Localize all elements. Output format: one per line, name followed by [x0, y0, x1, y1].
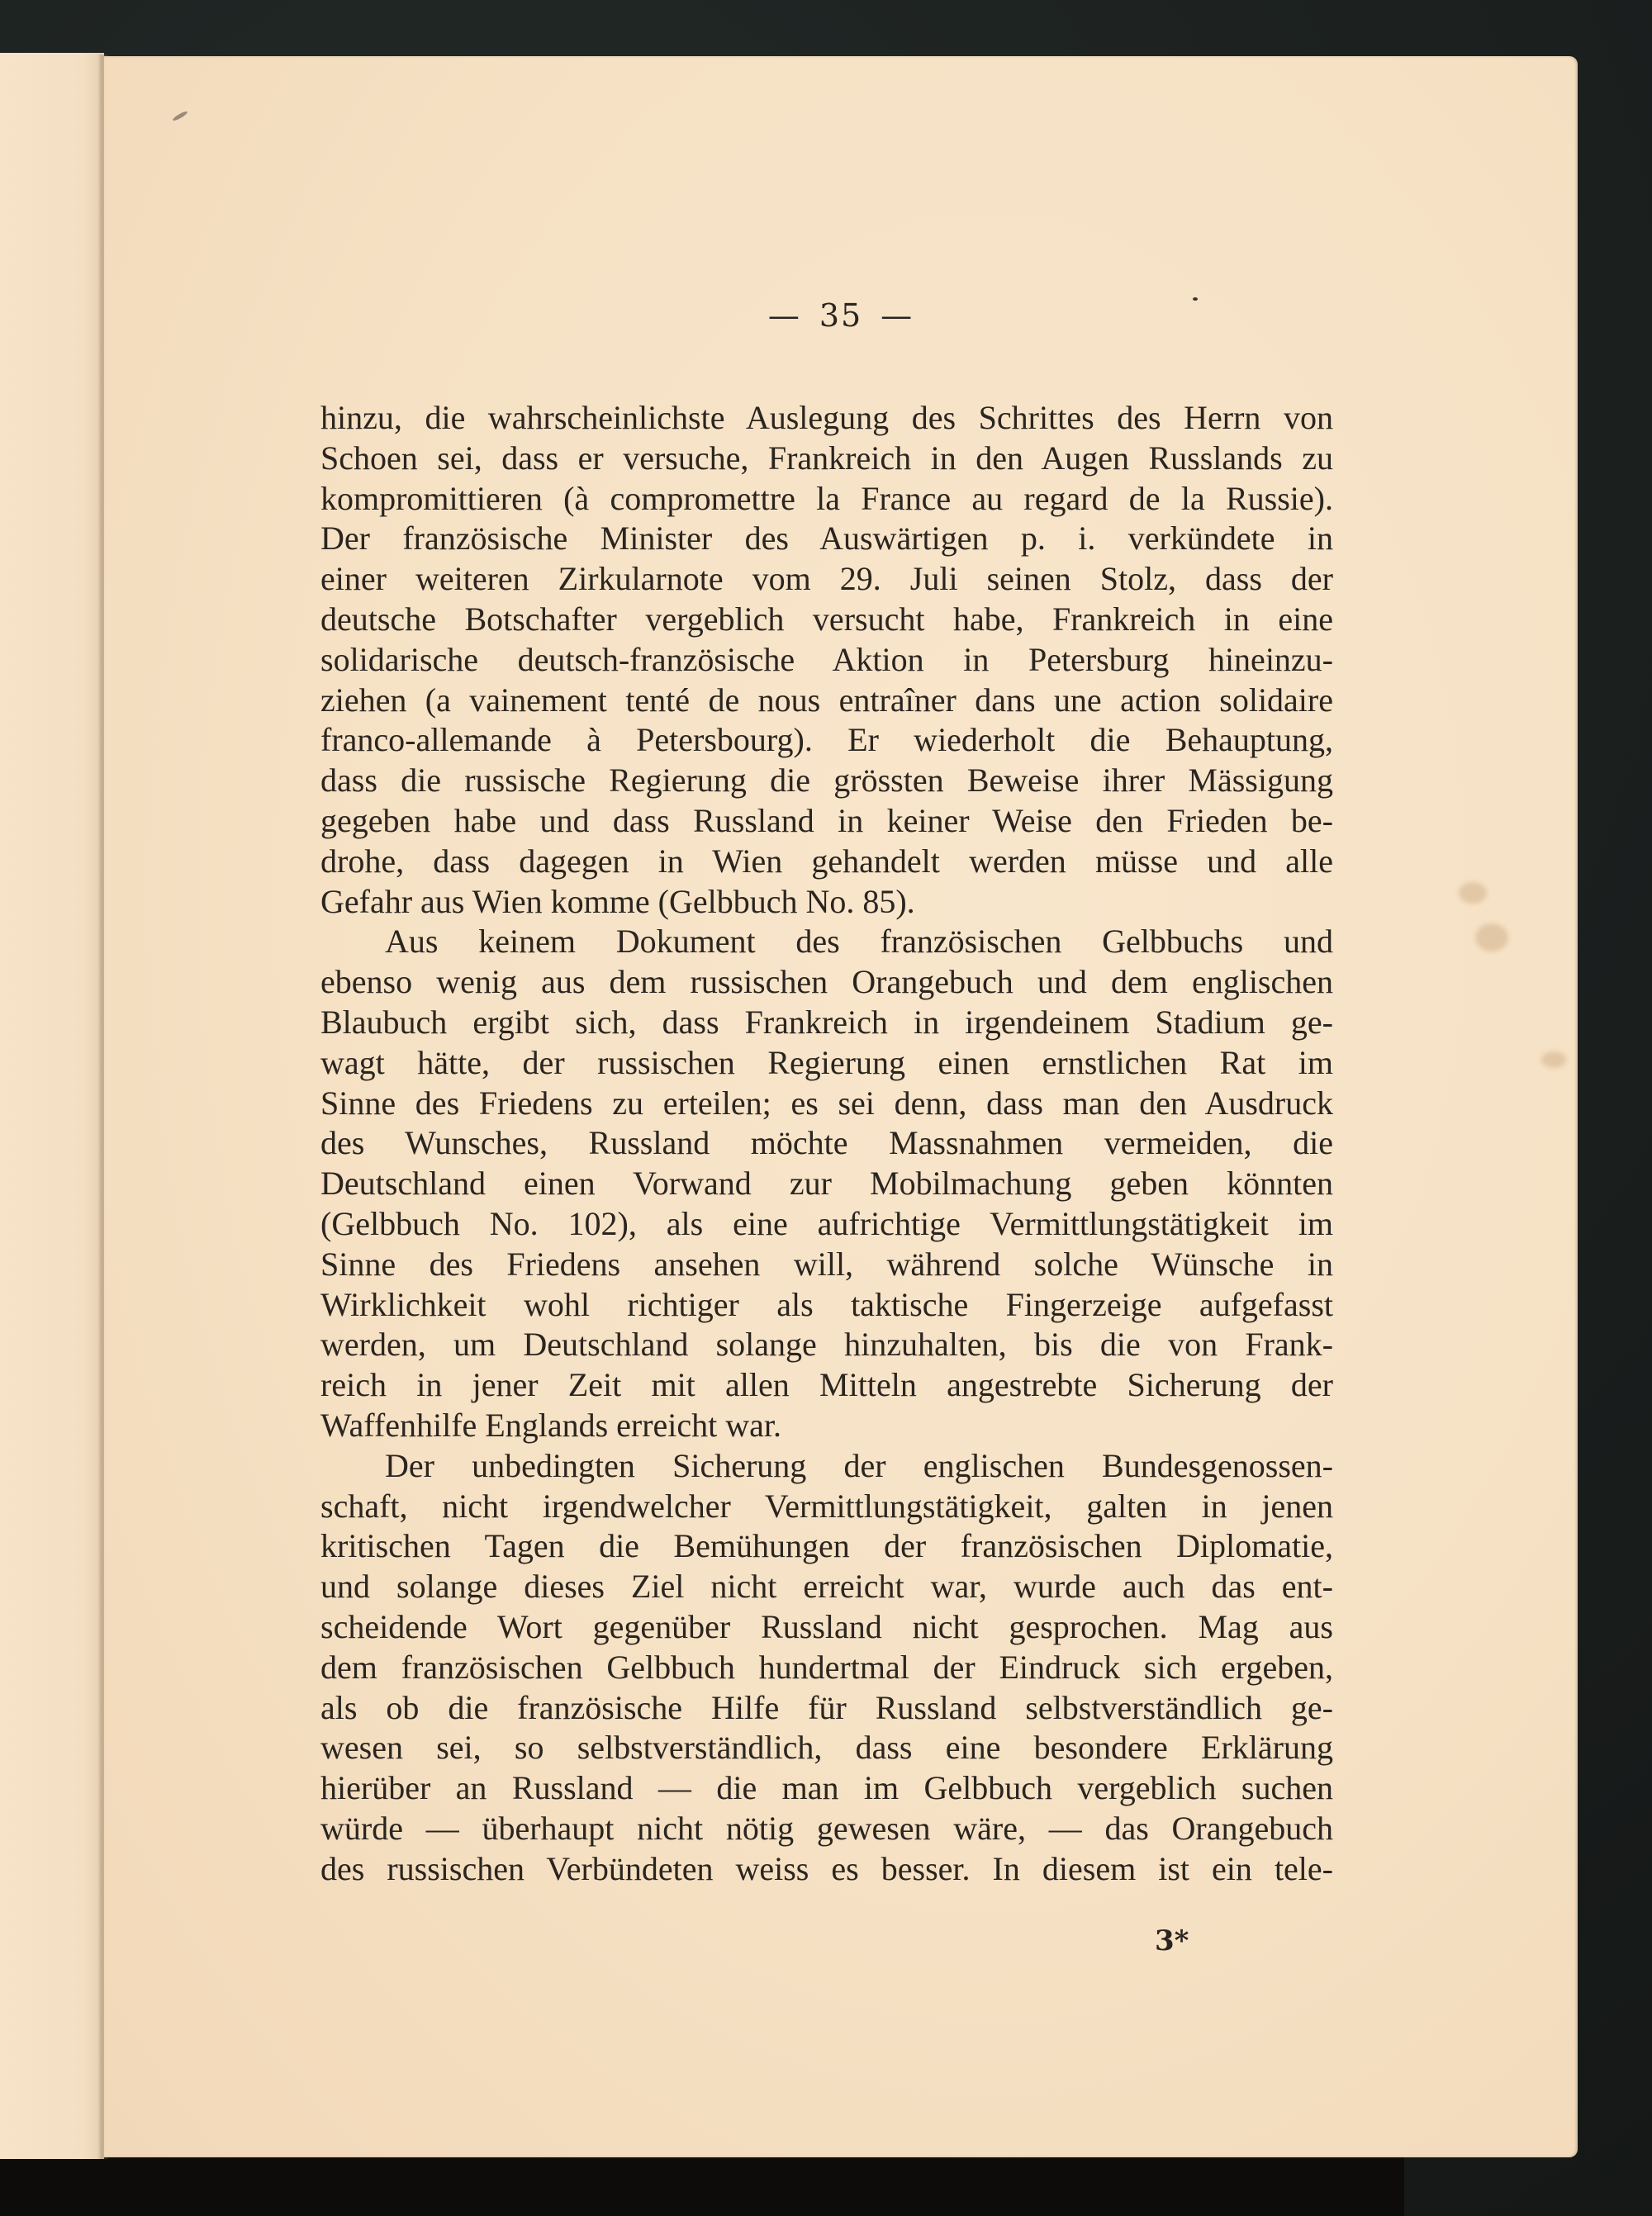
page-number-dash-right: — [881, 297, 914, 334]
text-line: wagt hätte, der russischen Regierung einen ernstlichen Rat im [320, 1043, 1333, 1081]
text-line: franco-allemande à Petersbourg). Er wiederholt die Behauptung, [320, 721, 1333, 759]
text-line: des Wunsches, Russland möchte Massnahmen vermeiden, die [320, 1124, 1333, 1162]
paper-stain [1541, 1051, 1566, 1068]
text-line: einer weiteren Zirkularnote vom 29. Juli seinen Stolz, dass der [320, 560, 1333, 598]
text-line: reich in jener Zeit mit allen Mitteln angestrebte Sicherung der [320, 1366, 1333, 1404]
paper-stain [1475, 923, 1508, 951]
text-line: Wirklichkeit wohl richtiger als taktische Fingerzeige aufgefasst [320, 1285, 1333, 1323]
page-number-value: 35 [819, 297, 863, 334]
text-line: und solange dieses Ziel nicht erreicht war, wurde auch das ent- [320, 1568, 1333, 1606]
text-line: Gefahr aus Wien komme (Gelbbuch No. 85). [320, 882, 915, 920]
text-line: werden, um Deutschland solange hinzuhalten, bis die von Frank- [320, 1326, 1333, 1364]
text-line: deutsche Botschafter vergeblich versucht habe, Frankreich in eine [320, 600, 1333, 638]
text-line: hinzu, die wahrscheinlichste Auslegung des Schrittes des Herrn von [320, 399, 1333, 436]
page-number [104, 297, 1578, 334]
text-line: ebenso wenig aus dem russischen Orangebuch und dem englischen [320, 963, 1333, 1001]
body-text [320, 398, 1333, 1889]
paper-stain [1459, 882, 1487, 904]
text-line: drohe, dass dagegen in Wien gehandelt werden müsse und alle [320, 842, 1333, 880]
text-line: würde — überhaupt nicht nötig gewesen wäre, — das Orangebuch [320, 1809, 1333, 1847]
text-line: kompromittieren (à compromettre la France au regard de la Russie). [320, 479, 1333, 517]
paper-speck [172, 110, 188, 121]
text-line: kritischen Tagen die Bemühungen der französischen Diplomatie, [320, 1527, 1333, 1565]
signature-mark: 3* [1155, 1924, 1189, 1957]
text-line: Schoen sei, dass er versuche, Frankreich in den Augen Russlands zu [320, 439, 1333, 477]
text-line: dass die russische Regierung die grössten Beweise ihrer Mässigung [320, 762, 1333, 800]
text-line: solidarische deutsch-französische Aktion in Petersburg hineinzu- [320, 640, 1333, 678]
text-line: als ob die französische Hilfe für Russland selbstverständlich ge- [320, 1688, 1333, 1726]
text-line: (Gelbbuch No. 102), als eine aufrichtige Vermittlungstätigkeit im [320, 1204, 1333, 1242]
text-line: Der unbedingten Sicherung der englischen Bundesgenossen- [385, 1446, 1333, 1484]
text-line: Sinne des Friedens zu erteilen; es sei denn, dass man den Ausdruck [320, 1084, 1333, 1122]
text-line: scheidende Wort gegenüber Russland nicht gesprochen. Mag aus [320, 1607, 1333, 1645]
text-line: ziehen (a vainement tenté de nous entraîner dans une action solidaire [320, 681, 1333, 719]
text-line: wesen sei, so selbstverständlich, dass eine besondere Erklärung [320, 1729, 1333, 1767]
text-line: schaft, nicht irgendwelcher Vermittlungstätigkeit, galten in jenen [320, 1487, 1333, 1525]
text-line: Waffenhilfe Englands erreicht war. [320, 1406, 782, 1444]
text-line: Blaubuch ergibt sich, dass Frankreich in irgendeinem Stadium ge- [320, 1003, 1333, 1041]
text-line: Aus keinem Dokument des französischen Gelbbuchs und [385, 923, 1333, 961]
book-page [104, 56, 1578, 2157]
text-line: dem französischen Gelbbuch hundertmal der Eindruck sich ergeben, [320, 1648, 1333, 1686]
facing-page-edge [0, 53, 104, 2159]
scanner-background-bottom [0, 2157, 1404, 2216]
text-line: des russischen Verbündeten weiss es besser. In diesem ist ein tele- [320, 1849, 1333, 1887]
text-line: Der französische Minister des Auswärtigen p. i. verkündete in [320, 520, 1333, 558]
text-line: Sinne des Friedens ansehen will, während solche Wünsche in [320, 1245, 1333, 1283]
text-line: Deutschland einen Vorwand zur Mobilmachung geben könnten [320, 1165, 1333, 1203]
text-line: hierüber an Russland — die man im Gelbbuch vergeblich suchen [320, 1769, 1333, 1807]
page-number-dash-left: — [767, 297, 801, 334]
text-line: gegeben habe und dass Russland in keiner Weise den Frieden be- [320, 801, 1333, 839]
